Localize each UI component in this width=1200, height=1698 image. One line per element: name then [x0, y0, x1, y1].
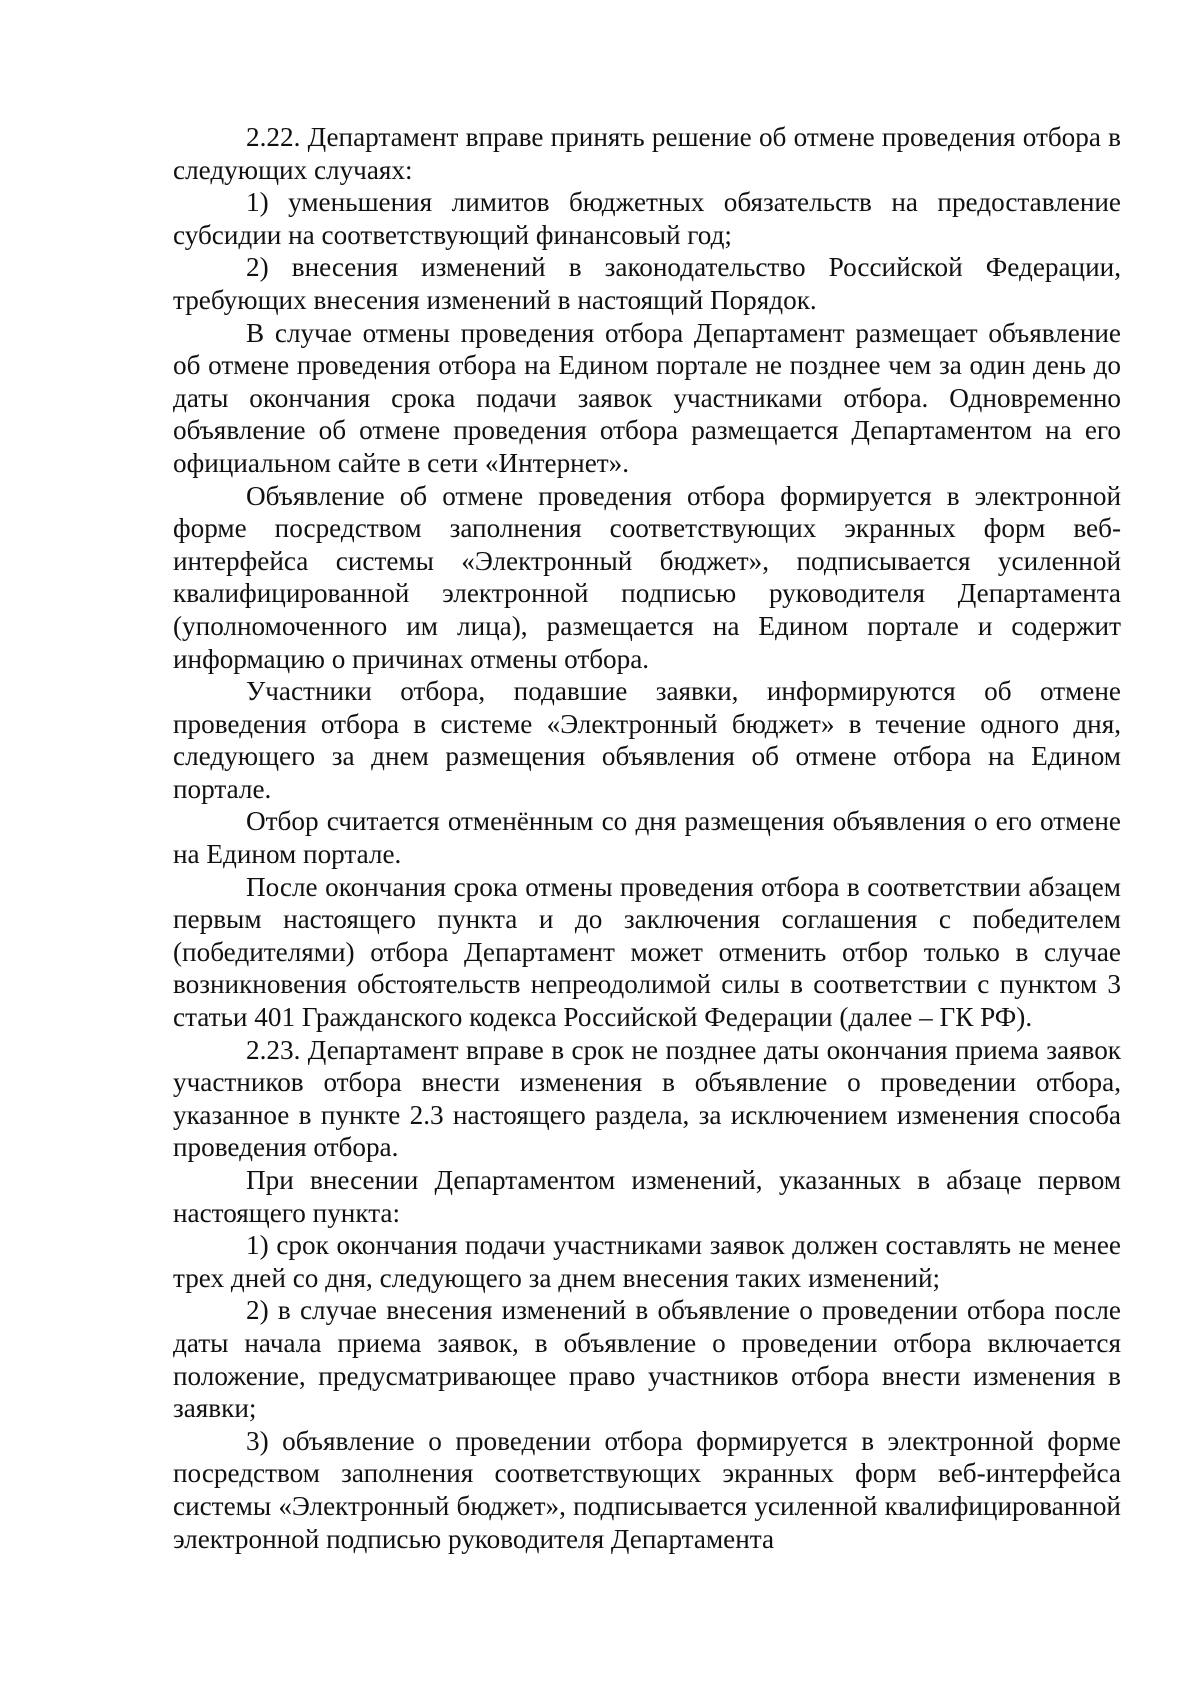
- paragraph-amendments-intro: При внесении Департаментом изменений, указанных в абзаце первом настоящего пункта:: [173, 1165, 1121, 1228]
- list-item-1-deadline: 1) срок окончания подачи участниками заявок должен составлять не менее трех дней со дня, следующего за днем внесения таких изменений;: [173, 1230, 1121, 1293]
- paragraph-participants-informed: Участники отбора, подавшие заявки, информируются об отмене проведения отбора в системе «Электронный бюджет» в течение одного дня, следующего за днем размещения объявления об отмене отбора на Едином портале.: [173, 676, 1121, 804]
- paragraph-2-22: 2.22. Департамент вправе принять решение об отмене проведения отбора в следующих случаях:: [173, 122, 1121, 185]
- list-item-2-legislation: 2) внесения изменений в законодательство Российской Федерации, требующих внесения изменений в настоящий Порядок.: [173, 252, 1121, 315]
- list-item-3-electronic-form: 3) объявление о проведении отбора формируется в электронной форме посредством заполнения соответствующих экранных форм веб-интерфейса системы «Электронный бюджет», подписывается усиленной квалифицированной электронной подписью руководителя Департамента: [173, 1425, 1121, 1554]
- list-item-2-changes: 2) в случае внесения изменений в объявление о проведении отбора после даты начала приема заявок, в объявление о проведении отбора включается положение, предусматривающее право участников отбора внести изменения в заявки;: [173, 1295, 1121, 1424]
- paragraph-cancellation-notice: В случае отмены проведения отбора Департамент размещает объявление об отмене проведения отбора на Едином портале не позднее чем за один день до даты окончания срока подачи заявок участниками отбора. Одновременно объявление об отмене проведения отбора размещается Департаментом на его официальном сайте в сети «Интернет».: [173, 317, 1121, 478]
- paragraph-notice-form: Объявление об отмене проведения отбора формируется в электронной форме посредством заполнения соответствующих экранных форм веб-интерфейса системы «Электронный бюджет», подписывается усиленной квалифицированной электронной подписью руководителя Департамента (уполномоченного им лица), размещается на Едином портале и содержит информацию о причинах отмены отбора.: [173, 480, 1121, 674]
- paragraph-2-23: 2.23. Департамент вправе в срок не позднее даты окончания приема заявок участников отбора внести изменения в объявление о проведении отбора, указанное в пункте 2.3 настоящего раздела, за исключением изменения способа проведения отбора.: [173, 1034, 1121, 1163]
- paragraph-force-majeure: После окончания срока отмены проведения отбора в соответствии абзацем первым настоящего пункта и до заключения соглашения с победителем (победителями) отбора Департамент может отменить отбор только в случае возникновения обстоятельств непреодолимой силы в соответствии с пунктом 3 статьи 401 Гражданского кодекса Российской Федерации (далее – ГК РФ).: [173, 871, 1121, 1033]
- list-item-1-limits: 1) уменьшения лимитов бюджетных обязательств на предоставление субсидии на соответствующий финансовый год;: [173, 187, 1121, 250]
- paragraph-selection-cancelled: Отбор считается отменённым со дня размещения объявления о его отмене на Едином портале.: [173, 806, 1121, 870]
- document-body: [173, 121, 1121, 1555]
